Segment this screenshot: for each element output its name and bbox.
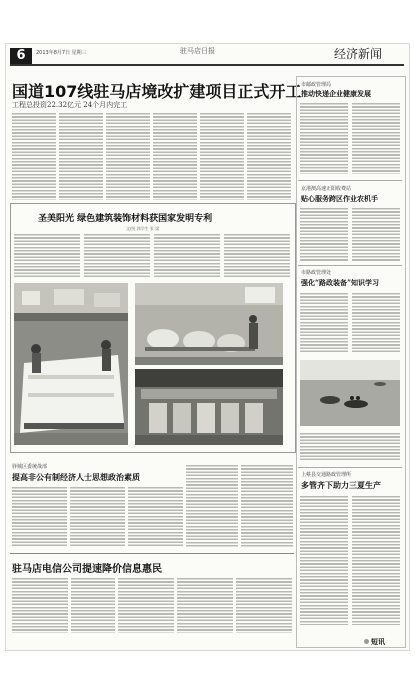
factory-photo-left bbox=[14, 283, 128, 445]
sidebar-text bbox=[352, 292, 400, 352]
short-news-badge: 短讯 bbox=[364, 637, 385, 647]
sidebar-kicker: 京港澳高速正阳收费站 bbox=[301, 186, 352, 192]
article-column bbox=[241, 464, 293, 548]
article-column bbox=[12, 112, 56, 200]
article2-title: 提高非公有制经济人士思想政治素质 bbox=[12, 472, 140, 482]
sidebar-kicker: 市路政管理处 bbox=[301, 270, 332, 276]
article-column bbox=[200, 112, 244, 200]
sidebar-text bbox=[352, 207, 400, 261]
sidebar-title: 多管齐下助力三夏生产 bbox=[301, 480, 381, 490]
sidebar-divider bbox=[298, 265, 402, 266]
feature-text bbox=[224, 233, 290, 277]
sidebar-text bbox=[352, 495, 400, 625]
sidebar-text bbox=[352, 102, 400, 174]
main-headline: 国道107线驻马店境改扩建项目正式开工 bbox=[12, 82, 302, 101]
sidebar-text bbox=[300, 207, 348, 261]
sidebar-title: 推动快递企业健康发展 bbox=[301, 89, 371, 98]
article-column bbox=[153, 112, 197, 200]
article-column bbox=[186, 464, 238, 548]
article-column bbox=[71, 577, 115, 633]
sidebar-boat-photo bbox=[300, 360, 400, 426]
main-subhead: 工程总投资22.32亿元 24个月内完工 bbox=[12, 101, 128, 109]
header-rule bbox=[10, 64, 404, 66]
bullet-icon bbox=[364, 639, 369, 644]
article-column bbox=[12, 577, 68, 633]
sidebar-text bbox=[300, 495, 348, 625]
feature-title: 圣美阳光 绿色建筑装饰材料获国家发明专利 bbox=[38, 214, 213, 224]
feature-text bbox=[84, 233, 150, 277]
issue-date: 2013年8月7日 星期三 bbox=[36, 50, 87, 56]
sidebar-caption-text bbox=[300, 432, 400, 462]
section-name: 经济新闻 bbox=[334, 47, 383, 61]
sidebar-kicker: 上蔡县交通路政管理所 bbox=[301, 472, 352, 478]
sidebar-text bbox=[300, 102, 348, 174]
feature-text bbox=[14, 233, 80, 277]
article-column bbox=[128, 486, 183, 548]
sidebar-divider bbox=[298, 180, 402, 181]
masthead: 驻马店日报 bbox=[180, 47, 215, 55]
article-column bbox=[70, 486, 125, 548]
article-column bbox=[177, 577, 233, 633]
article2-kicker: 驿城区委统战部 bbox=[12, 464, 48, 470]
sidebar-kicker: 市邮政管理局 bbox=[301, 82, 332, 88]
feature-byline: 文/图 郭学生 张 梁 bbox=[126, 226, 160, 231]
article-column bbox=[236, 577, 292, 633]
sidebar-title: 贴心服务跨区作业农机手 bbox=[301, 194, 378, 203]
article-column bbox=[118, 577, 174, 633]
sidebar-text bbox=[300, 292, 348, 352]
factory-photo-bottom-right bbox=[135, 369, 283, 445]
section-divider bbox=[10, 553, 294, 554]
article-column bbox=[59, 112, 103, 200]
feature-text bbox=[154, 233, 220, 277]
page-number: 6 bbox=[10, 48, 32, 64]
sidebar-divider bbox=[298, 467, 402, 468]
article3-title: 驻马店电信公司提速降价信息惠民 bbox=[12, 564, 162, 575]
article-column bbox=[247, 112, 291, 200]
factory-photo-top-right bbox=[135, 283, 283, 365]
article-column bbox=[12, 486, 67, 548]
sidebar-title: 强化“路政装备”知识学习 bbox=[301, 278, 380, 287]
article-column bbox=[106, 112, 150, 200]
